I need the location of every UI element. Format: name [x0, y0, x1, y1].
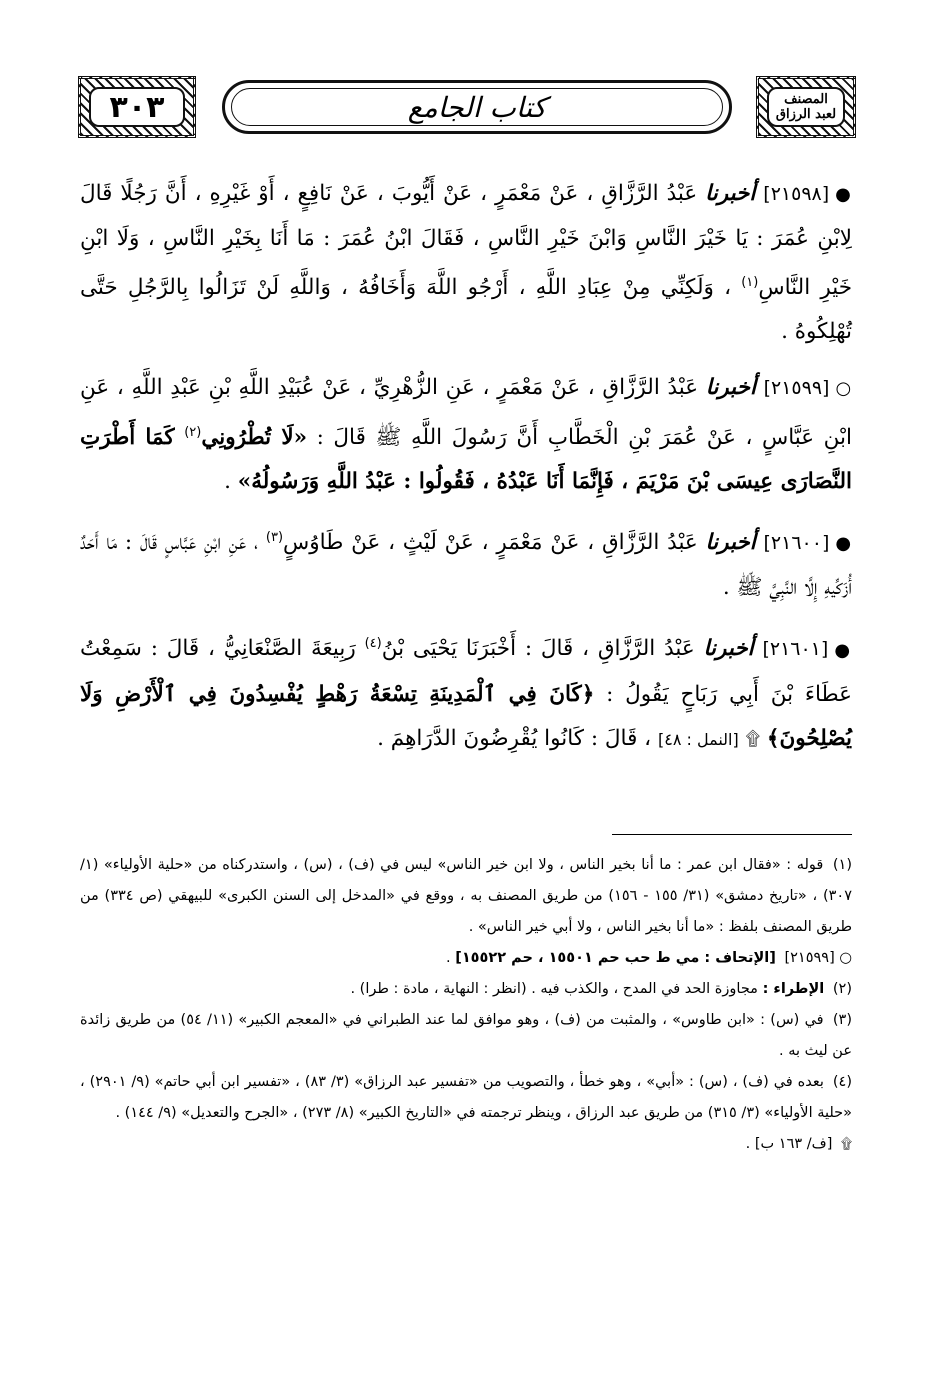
chapter-title-bar: [222, 80, 732, 134]
entry-marker: ●: [835, 184, 852, 205]
footnote: [80, 1005, 852, 1067]
footnote: [80, 850, 852, 943]
main-text: [80, 172, 852, 774]
hadith-text-cont: رَبِيعَةَ الصَّنْعَانِيُّ ، قَالَ : سَمِعْتُ عَطَاءَ بْنَ أَبِي رَبَاحٍ يَقُولُ :: [80, 636, 852, 707]
page-header: [72, 72, 862, 142]
hadith-entry: [80, 516, 852, 610]
footnote-text: مجاوزة الحد في المدح ، والكذب فيه . (انظر : النهاية ، مادة : طرا) .: [350, 981, 758, 997]
hadith-entry: [80, 172, 852, 354]
footnote-text: [ف/ ١٦٣ ب] .: [745, 1136, 833, 1152]
footnote-bold: [الإتحاف : مي ط حب حم ١٥٥٠١ ، حم ١٥٥٢٢]: [455, 950, 776, 966]
footnote-ref: (٤): [364, 636, 382, 652]
footnote: [80, 1067, 852, 1129]
folio-mark: ۩: [840, 1136, 852, 1152]
footnote-text: قوله : «فقال ابن عمر : ما أنا بخير الناس ، ولا ابن خير الناس» ليس في (ف) ، (س) ، واستدركناه من «حلية الأولياء» (١/ ٣٠٧) ، «تاريخ دمشق» (٣١/ ١٥٥ - ١٥٦) من طريق المصنف به ، ووقع في «المدخل إلى السنن الكبرى» للبيهقي (ص ٣٣٤) من طريق المصنف بلفظ : «ما أنا بخير الناس ، ولا أبي خير الناس» .: [80, 857, 852, 935]
footnote: [80, 974, 852, 1005]
entry-marker: ●: [835, 533, 852, 555]
hadith-tail: .: [224, 469, 231, 495]
footnote-separator: [612, 834, 852, 835]
hadith-entry: [80, 622, 852, 761]
footnote-text: في (س) : «ابن طاوس» ، والمثبت من (ف) ، وهو موافق لما عند الطبراني في «المعجم الكبير» (١١/ ٥٤) من طريق زائدة عن ليث به .: [80, 1012, 852, 1059]
page-number: ٣٠٣: [109, 89, 165, 125]
logo-line-1: المصنف: [784, 92, 828, 107]
akhbarana-word: أخبرنا: [705, 530, 756, 556]
entry-marker: ○: [835, 378, 852, 400]
hadith-number: [٢١٦٠١]: [762, 638, 829, 661]
footnote-number: ○ [٢١٥٩٩]: [784, 950, 852, 966]
akhbarana-word: أخبرنا: [705, 375, 756, 401]
footnote-ref: (٣): [265, 530, 284, 546]
footnote-bold: الإطراء :: [762, 981, 825, 997]
footnote-text: .: [445, 950, 451, 966]
footnote-number: (١): [832, 857, 852, 873]
hadith-number: [٢١٥٩٩]: [763, 377, 830, 400]
footnote-ref: (١): [741, 275, 759, 290]
logo-line-2: لعبد الرزاق: [775, 107, 837, 122]
quran-verse: ﴿كَانَ فِي ٱلْمَدِينَةِ تِسْعَةُ رَهْطٍ يُفْسِدُونَ فِي ٱلْأَرْضِ وَلَا يُصْلِحُونَ﴾: [80, 681, 852, 751]
hadith-text-end: ، قَالَ : كَانُوا يُقْرِضُونَ الدَّرَاهِمَ .: [377, 725, 652, 751]
footnote-ref: (٢): [184, 425, 202, 441]
prophetic-saying-cont: كَمَا أَطْرَتِ النَّصَارَى عِيسَى بْنَ مَرْيَمَ ، فَإِنَّمَا أَنَا عَبْدُهُ ، فَقُولُوا : عَبْدُ اللَّهِ وَرَسُولُهُ»: [80, 425, 852, 495]
hadith-number: [٢١٥٩٨]: [763, 183, 830, 205]
hadith-text: عَبْدُ الرَّزَّاقِ ، قَالَ : أَخْبَرَنَا يَحْيَى بْنُ: [381, 636, 695, 662]
entry-marker: ●: [834, 639, 852, 661]
hadith-text-cont: ، وَلَكِنِّي مِنْ عِبَادِ اللَّهِ ، أَرْجُو اللَّهَ وَأَخَافُهُ ، وَاللَّهِ لَنْ تَزَالُوا بِالرَّجُلِ حَتَّى تُهْلِكُوهُ .: [80, 275, 852, 345]
hadith-text: عَبْدُ الرَّزَّاقِ ، عَنْ مَعْمَرٍ ، عَنْ لَيْثٍ ، عَنْ طَاوُسٍ: [283, 530, 698, 556]
akhbarana-word: أخبرنا: [703, 636, 754, 662]
hadith-text: عَبْدُ الرَّزَّاقِ ، عَنْ مَعْمَرٍ ، عَنْ أَيُّوبَ ، عَنْ نَافِعٍ ، أَوْ غَيْرِهِ ، أَنَّ رَجُلًا قَالَ لِابْنِ عُمَرَ : يَا خَيْرَ النَّاسِ وَابْنَ خَيْرِ النَّاسِ ، فَقَالَ ابْنُ عُمَرَ : مَا أَنَا بِخَيْرِ النَّاسِ ، وَلَا ابْنِ خَيْرِ النَّاسِ: [80, 181, 852, 301]
chapter-title: كتاب الجامع: [407, 90, 547, 124]
akhbarana-word: أخبرنا: [705, 181, 756, 206]
footnote: [80, 1129, 852, 1160]
page-number-frame: [78, 76, 196, 138]
hadith-text: عَبْدُ الرَّزَّاقِ ، عَنْ مَعْمَرٍ ، عَنِ الزُّهْرِيِّ ، عَنْ عُبَيْدِ اللَّهِ بْنِ عَبْدِ اللَّهِ ، عَنِ ابْنِ عَبَّاسٍ ، عَنْ عُمَرَ بْنِ الْخَطَّابِ أَنَّ رَسُولَ اللَّهِ ﷺ قَالَ :: [80, 375, 852, 451]
prophetic-saying: «لَا تُطْرُونِي: [201, 425, 308, 451]
hadith-entry: [80, 366, 852, 504]
footnote-text: بعده في (ف) ، (س) : «أبي» ، وهو خطأ ، والتصويب من «تفسير عبد الرزاق» (٣/ ٨٣) ، «تفسير ابن أبي حاتم» (٩/ ٢٩٠١) ، «حلية الأولياء» (٣/ ٣١٥) من طريق عبد الرزاق ، وينظر ترجمته في «التاريخ الكبير» (٨/ ٢٧٣) ، «الجرح والتعديل» (٩/ ١٤٤) .: [80, 1074, 852, 1121]
book-logo: [776, 92, 836, 122]
footnotes: [80, 850, 852, 1160]
footnote-number: (٤): [832, 1074, 853, 1090]
footnote-number: (٢): [832, 981, 852, 997]
book-logo-frame: [756, 76, 856, 138]
footnote: [80, 943, 852, 974]
quran-reference: [النمل : ٤٨]: [657, 729, 739, 749]
footnote-number: (٣): [832, 1012, 853, 1028]
hadith-number: [٢١٦٠٠]: [763, 532, 830, 555]
folio-mark: ۩: [745, 727, 761, 750]
hadith-text-cont: ، عَنِ ابْنِ عَبَّاسٍ قَالَ : مَا أَحَدٌ أُزَكِّيهِ إِلَّا النَّبِيَّ ﷺ .: [80, 530, 852, 601]
